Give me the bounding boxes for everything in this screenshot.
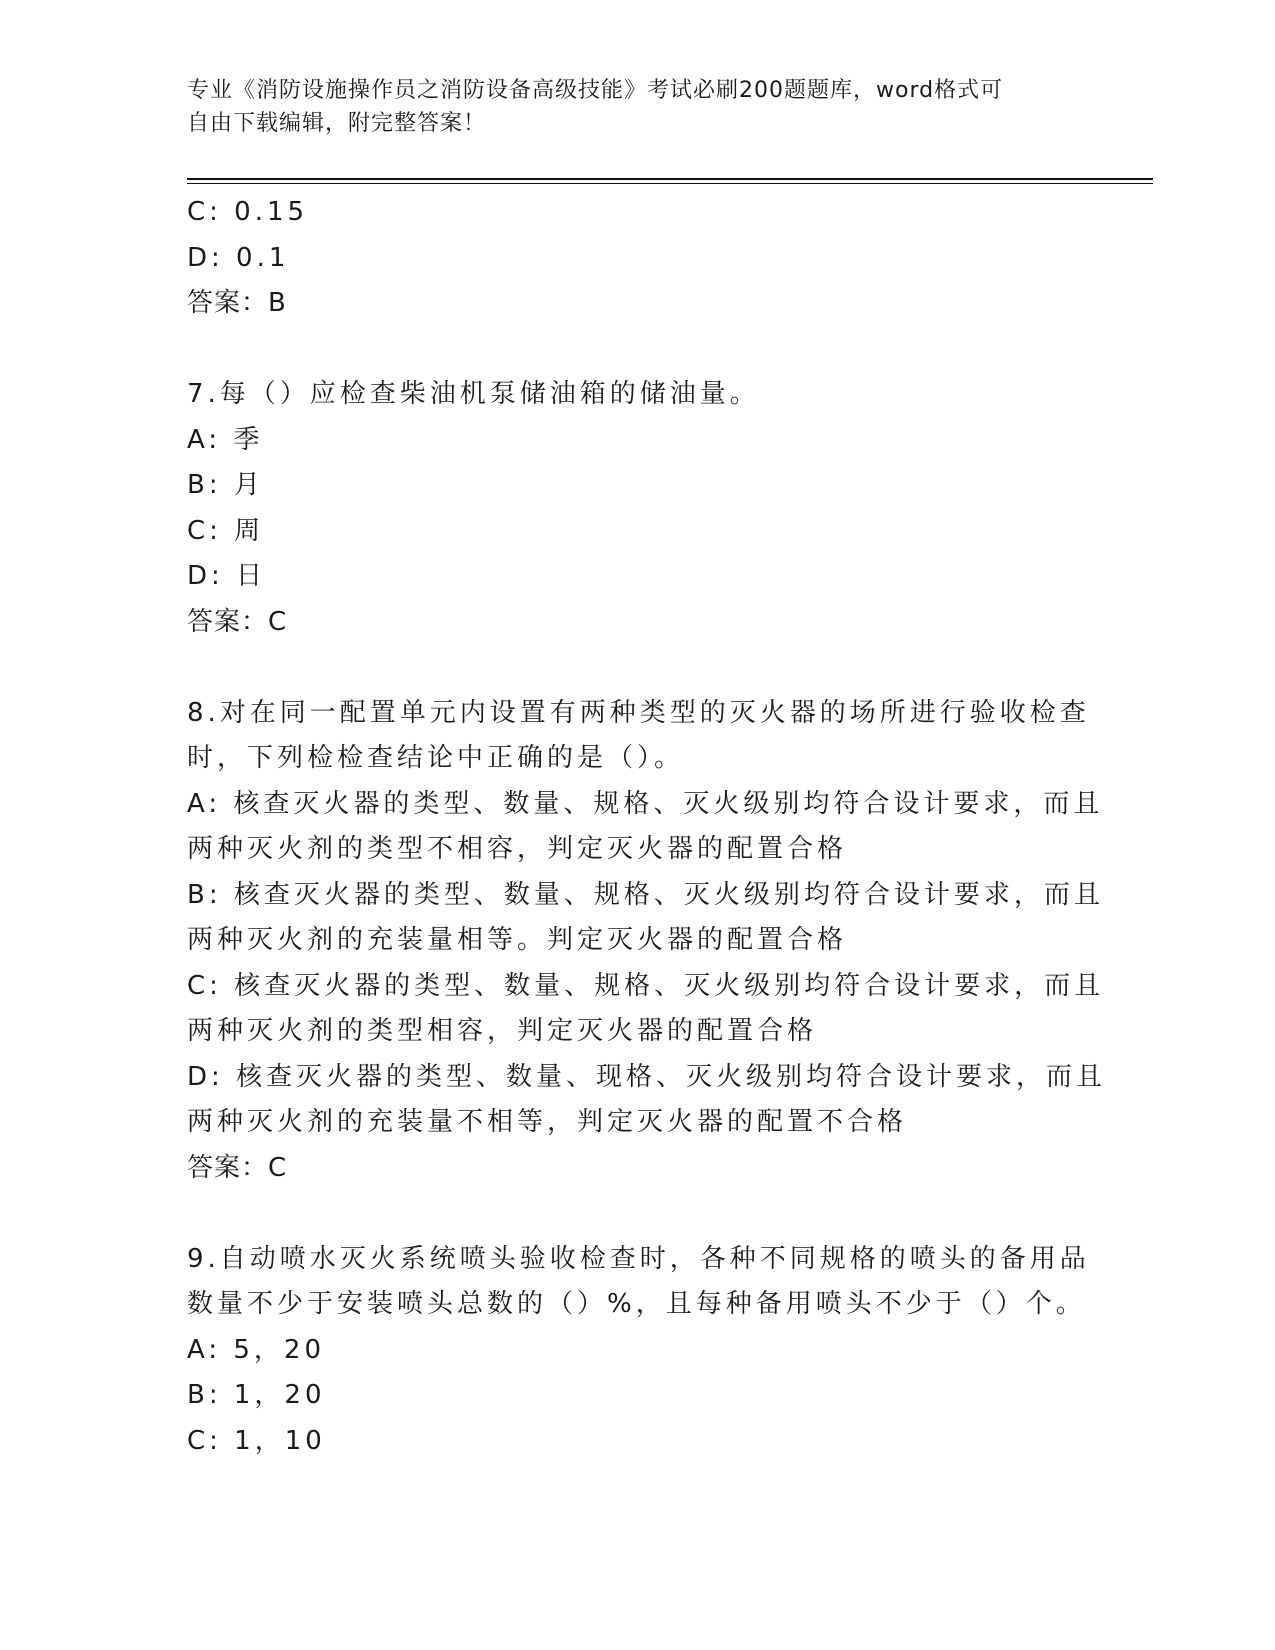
- option-d: D: 日: [187, 561, 267, 591]
- question-body: [187, 190, 1107, 1464]
- question-6-tail: [187, 190, 1087, 327]
- spacer: [187, 327, 1087, 373]
- question-text: 7.每（）应检查柴油机泵储油箱的储油量。: [187, 379, 760, 409]
- question-text-line-1: 8.对在同一配置单元内设置有两种类型的灭火器的场所进行验收检查: [187, 697, 1090, 728]
- question-text-line-1: 9.自动喷水灭火系统喷头验收检查时，各种不同规格的喷头的备用品: [187, 1243, 1090, 1274]
- option-b-line-1: B: 核查灭火器的类型、数量、规格、灭火级别均符合设计要求，而且: [187, 879, 1104, 910]
- question-7: [187, 372, 1087, 645]
- question-text-line-2: 时，下列检检查结论中正确的是（）。: [187, 743, 685, 773]
- header-line-1: 专业《消防设施操作员之消防设备高级技能》考试必刷200题题库，word格式可: [187, 78, 1004, 103]
- spacer: [187, 645, 1087, 691]
- question-text-line-2: 数量不少于安装喷头总数的（）%，且每种备用喷头不少于（）个。: [187, 1289, 1086, 1319]
- header-line-2: 自由下载编辑，附完整答案！: [187, 111, 487, 136]
- option-c: C: 0.15: [187, 197, 309, 227]
- option-a: A: 季: [187, 424, 264, 455]
- option-d-line-2: 两种灭火剂的充装量不相等，判定灭火器的配置不合格: [187, 1107, 908, 1137]
- option-a: A: 5，20: [187, 1334, 325, 1365]
- option-c: C: 周: [187, 515, 265, 546]
- option-b-line-2: 两种灭火剂的充装量相等。判定灭火器的配置合格: [187, 925, 848, 955]
- page-header: [187, 74, 1067, 140]
- question-9: [187, 1237, 1090, 1465]
- option-b: B: 月: [187, 470, 264, 500]
- option-d-line-1: D: 核查灭火器的类型、数量、现格、灭火级别均符合设计要求，而且: [187, 1061, 1107, 1092]
- header-rule-thin: [187, 183, 1153, 184]
- question-8: [187, 691, 1107, 1192]
- spacer: [187, 1191, 1087, 1237]
- option-a-line-1: A: 核查灭火器的类型、数量、规格、灭火级别均符合设计要求，而且: [187, 788, 1104, 819]
- option-c: C: 1，10: [187, 1425, 326, 1456]
- option-a-line-2: 两种灭火剂的类型不相容，判定灭火器的配置合格: [187, 834, 848, 864]
- option-c-line-1: C: 核查灭火器的类型、数量、规格、灭火级别均符合设计要求，而且: [187, 970, 1105, 1001]
- answer: 答案：C: [187, 606, 288, 637]
- option-c-line-2: 两种灭火剂的类型相容，判定灭火器的配置合格: [187, 1016, 818, 1046]
- option-d: D: 0.1: [187, 242, 290, 273]
- header-rule-thick: [187, 178, 1153, 180]
- option-b: B: 1，20: [187, 1380, 326, 1410]
- answer: 答案：B: [187, 288, 287, 318]
- answer: 答案：C: [187, 1152, 288, 1183]
